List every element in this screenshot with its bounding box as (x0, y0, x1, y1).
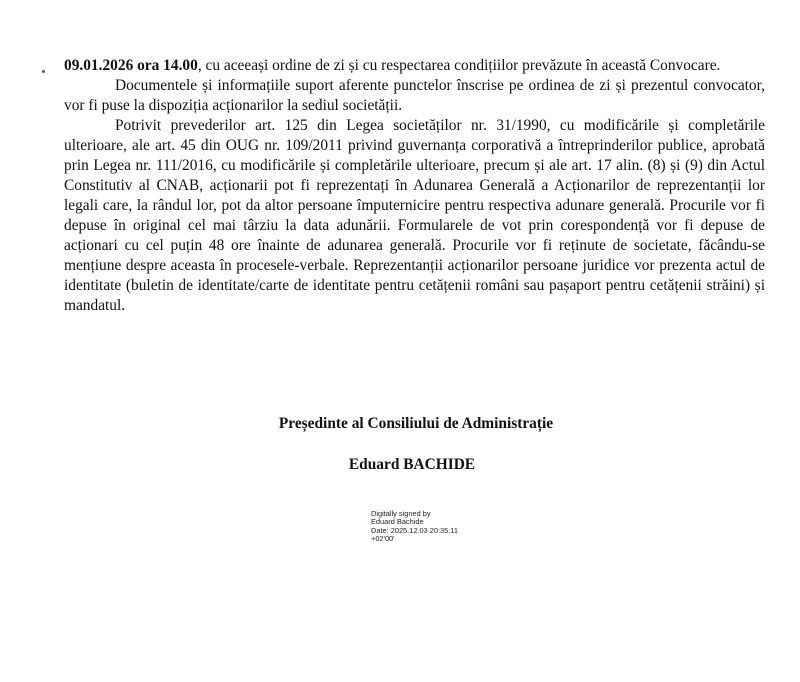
signatory-name: Eduard BACHIDE (348, 456, 476, 473)
digital-signature-stamp (371, 510, 458, 544)
digital-signature-line: Date: 2025.12.03 20:35:11 (371, 525, 458, 535)
paragraph-representation: Potrivit prevederilor art. 125 din Legea societăților nr. 31/1990, cu modificările și completările ulterioare, ale art. 45 din OUG nr. 109/2011 privind guvernanța corporativă a întreprinderilor publice, aprobată prin Legea nr. 111/2016, cu modificările și completările ulterioare, precum și ale art. 17 alin. (8) și (9) din Actul Constitutiv al CNAB, acționarii pot fi reprezentați în Adunarea Generală a Acționarilor de reprezentanții lor legali care, la rândul lor, pot da altor persoane împuternicire pentru respectiva adunare generală. Procurile vor fi depuse în original cel mai târziu la data adunării. Formularele de vot prin corespondență vor fi depuse de acționari cu cel puțin 48 ore înainte de adunarea generală. Procurile vor fi reținute de societate, făcându-se mențiune despre aceasta în procesele-verbale. Reprezentanții acționarilor persoane juridice vor prezenta actul de identitate (buletin de identitate/carte de identitate pentru cetățenii români sau pașaport pentru cetățenii străini) și mandatul. (64, 117, 765, 314)
paragraph-date-rest: , cu aceeași ordine de zi și cu respectarea condițiilor prevăzute în această Convocare. (197, 57, 721, 74)
meeting-date: 09.01.2026 ora 14.00 (64, 57, 198, 74)
paragraph-date (64, 56, 765, 76)
digital-signature-line: +02'00' (371, 534, 395, 544)
signatory-title: Președinte al Consiliului de Administrație (278, 415, 554, 432)
paragraph-documents: Documentele și informațiile suport aferente punctelor înscrise pe ordinea de zi și prezentul convocator, vor fi puse la dispoziția acționarilor la sediul societății. (64, 77, 765, 114)
bullet-dot (42, 70, 45, 73)
digital-signature-line: Eduard Bachide (371, 517, 424, 527)
body-text (64, 56, 765, 316)
digital-signature-line: Digitally signed by (371, 509, 431, 518)
